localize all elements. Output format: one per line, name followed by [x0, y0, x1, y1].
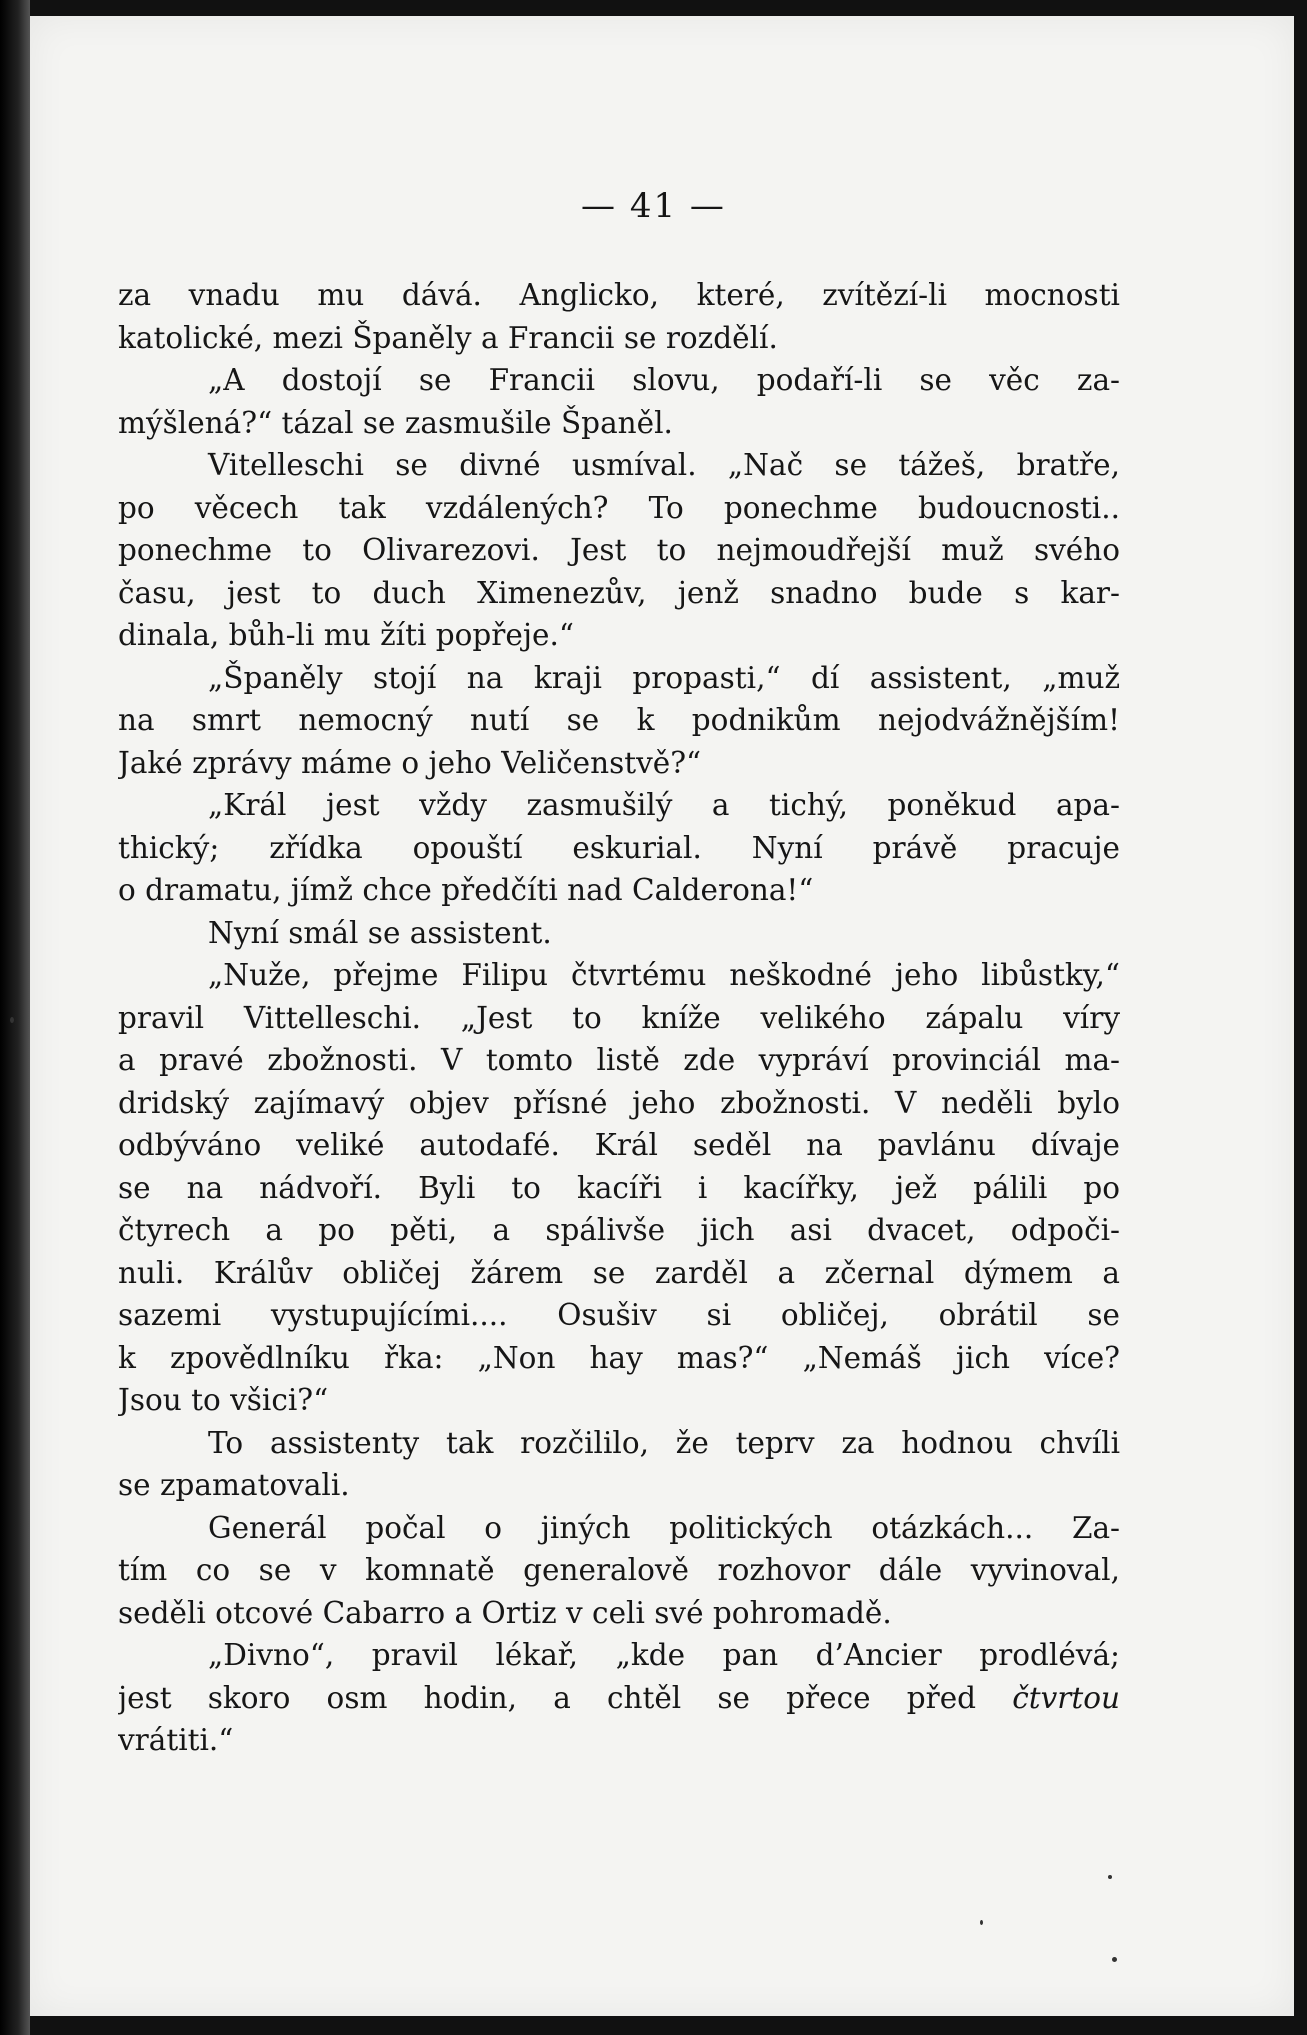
text-line: na smrt nemocný nutí se k podnikům nejodvážnějším!: [118, 703, 1120, 737]
text-line: dridský zajímavý objev přísné jeho zbožnosti. V neděli bylo: [118, 1085, 1120, 1120]
scan-speck: [1108, 1875, 1112, 1879]
text-line: se na nádvoří. Byli to kacíři i kacířky, jež pálili po: [118, 1170, 1120, 1205]
text-line: k zpovědlníku řka: „Non hay mas?“ „Nemáš jich více?: [118, 1340, 1120, 1375]
text-line: dinala, bůh-li mu žíti popřeje.“: [118, 618, 574, 652]
text-line: nuli. Králův obličej žárem se zarděl a zčernal dýmem a: [118, 1255, 1120, 1290]
text-line: thický; zřídka opouští eskurial. Nyní právě pracuje: [118, 830, 1120, 865]
text-line: „Král jest vždy zasmušilý a tichý, poněkud apa-: [208, 788, 1120, 822]
text-line: odbýváno veliké autodafé. Král seděl na pavlánu dívaje: [118, 1128, 1120, 1162]
text-line: Vitelleschi se divné usmíval. „Nač se tážeš, bratře,: [208, 448, 1120, 482]
text-line: „A dostojí se Francii slovu, podaří-li se věc za-: [208, 363, 1120, 397]
text-line: Nyní smál se assistent.: [208, 915, 552, 950]
scan-speck: [10, 1017, 14, 1023]
text-line: vrátiti.“: [118, 1723, 234, 1757]
text-line: Jaké zprávy máme o jeho Veličenstvě?“: [118, 745, 702, 780]
text-line: o dramatu, jímž chce předčíti nad Calderona!“: [118, 873, 814, 907]
text-line: „Divno“, pravil lékař, „kde pan d’Ancier prodlévá;: [208, 1638, 1120, 1672]
italic-word: čtvrtou: [1012, 1680, 1120, 1715]
text-line: „Španěly stojí na kraji propasti,“ dí assistent, „muž: [208, 660, 1120, 695]
text-line: po věcech tak vzdálených? To ponechme budoucnosti..: [118, 490, 1120, 525]
text-line: seděli otcové Cabarro a Ortiz v celi své pohromadě.: [118, 1595, 892, 1630]
text-line: Jsou to všici?“: [118, 1383, 329, 1417]
text-line: čtyrech a po pěti, a spálivše jich asi dvacet, odpoči-: [118, 1213, 1120, 1247]
text-line-segment: jest skoro osm hodin, a chtěl se přece před: [118, 1680, 1013, 1715]
scan-speck: [980, 1920, 983, 1925]
text-line: mýšlená?“ tázal se zasmušile Španěl.: [118, 405, 673, 440]
text-line: ponechme to Olivarezovi. Jest to nejmoudřejší muž svého: [118, 533, 1120, 567]
body-text: [118, 274, 1120, 1762]
text-line: Generál počal o jiných politických otázkách... Za-: [208, 1510, 1120, 1545]
text-line: a pravé zbožnosti. V tomto listě zde vypráví provinciál ma-: [118, 1043, 1120, 1077]
text-line: tím co se v komnatě generalově rozhovor dále vyvinoval,: [118, 1553, 1120, 1587]
text-line: „Nuže, přejme Filipu čtvrtému neškodné jeho libůstky,“: [208, 958, 1120, 992]
scan-speck: [1112, 1957, 1117, 1962]
text-line: za vnadu mu dává. Anglicko, které, zvítězí-li mocnosti: [118, 278, 1120, 312]
text-line: [118, 1677, 1120, 1720]
text-line: času, jest to duch Ximenezův, jenž snadno bude s kar-: [118, 575, 1120, 610]
text-line: sazemi vystupujícími.... Osušiv si obličej, obrátil se: [118, 1298, 1120, 1332]
text-line: To assistenty tak rozčililo, že teprv za hodnou chvíli: [208, 1425, 1120, 1460]
binding-shadow: [0, 0, 30, 2035]
text-line: pravil Vittelleschi. „Jest to kníže velikého zápalu víry: [118, 1000, 1120, 1035]
text-line: katolické, mezi Španěly a Francii se rozdělí.: [118, 320, 778, 355]
page-number: — 41 —: [581, 186, 726, 226]
text-line: se zpamatovali.: [118, 1468, 350, 1502]
